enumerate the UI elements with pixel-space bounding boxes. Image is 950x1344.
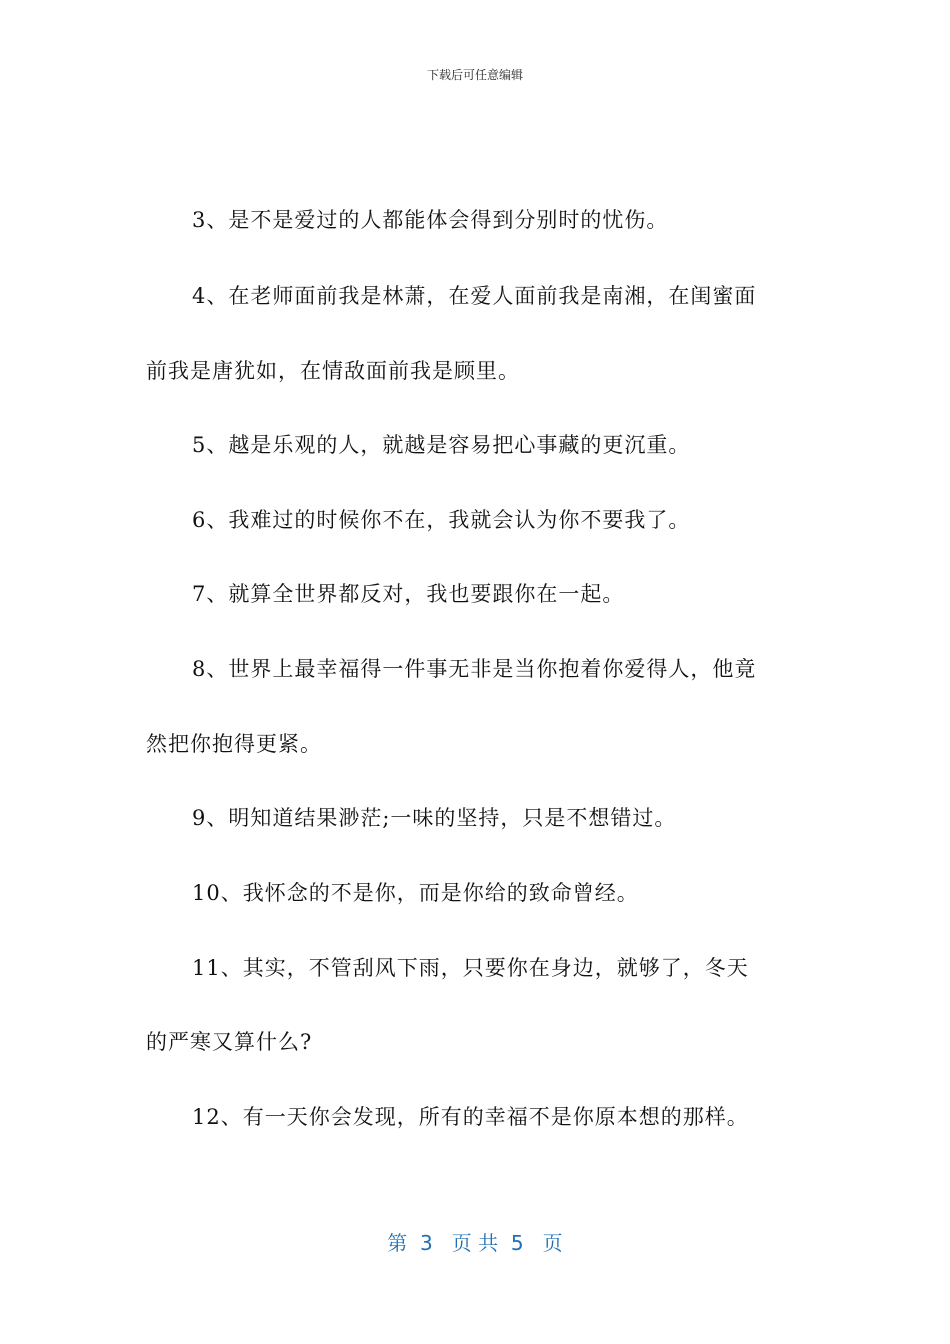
paragraph-11-line-2: 的严寒又算什么? (146, 1030, 313, 1054)
paragraph-3-line-1: 3、是不是爱过的人都能体会得到分别时的忧伤。 (192, 208, 669, 232)
paragraph-12-line-1: 12、有一天你会发现，所有的幸福不是你原本想的那样。 (192, 1105, 749, 1129)
paragraph-5-line-1: 5、越是乐观的人，就越是容易把心事藏的更沉重。 (192, 433, 691, 457)
paragraph-4-line-1: 4、在老师面前我是林萧，在爱人面前我是南湘，在闺蜜面 (192, 284, 757, 308)
paragraph-9-line-1: 9、明知道结果渺茫;一味的坚持，只是不想错过。 (192, 806, 677, 830)
paragraph-8-line-2: 然把你抱得更紧。 (146, 732, 322, 756)
page-header: 下载后可任意编辑 (426, 68, 523, 82)
paragraph-11-line-1: 11、其实，不管刮风下雨，只要你在身边，就够了，冬天 (192, 956, 749, 980)
paragraph-7-line-1: 7、就算全世界都反对，我也要跟你在一起。 (192, 582, 625, 606)
paragraph-8-line-1: 8、世界上最幸福得一件事无非是当你抱着你爱得人，他竟 (192, 657, 757, 681)
paragraph-10-line-1: 10、我怀念的不是你，而是你给的致命曾经。 (192, 881, 639, 905)
page-number-footer: 第 3 页 共 5 页 (387, 1231, 563, 1255)
paragraph-6-line-1: 6、我难过的时候你不在，我就会认为你不要我了。 (192, 508, 691, 532)
paragraph-4-line-2: 前我是唐犹如，在情敌面前我是顾里。 (146, 359, 520, 383)
